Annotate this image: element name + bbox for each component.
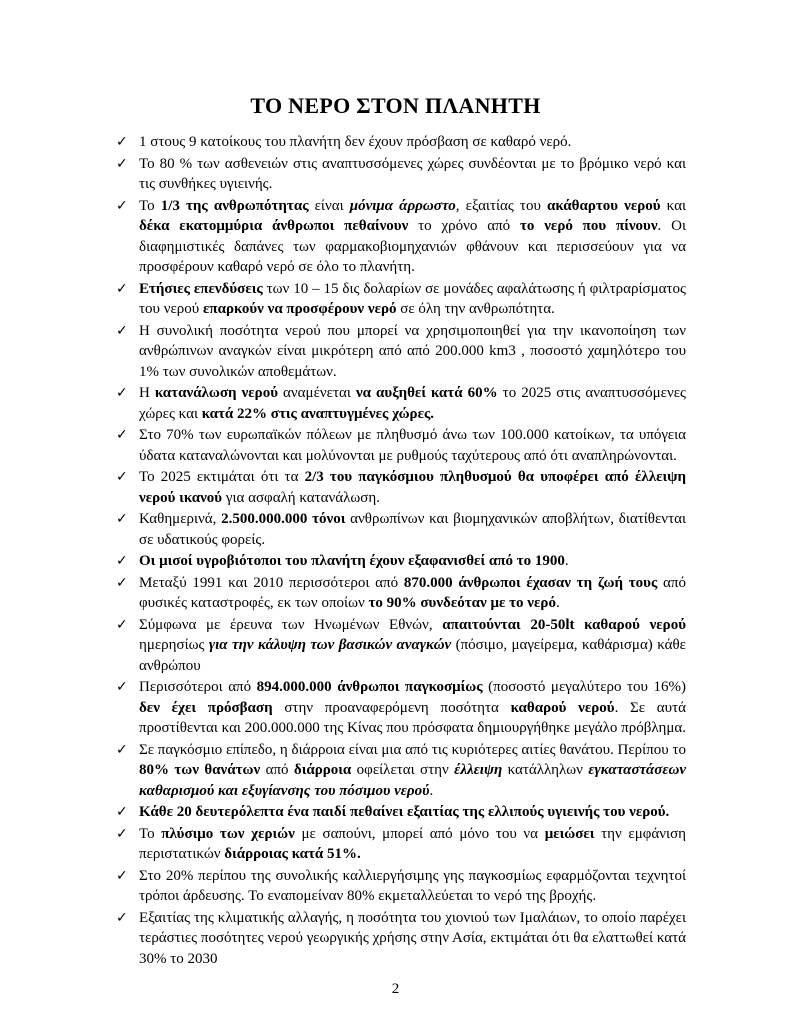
list-item-text: Το 1/3 της ανθρωπότητας είναι μόνιμα άρρωστο, εξαιτίας του ακάθαρτου νερού και δέκα εκατομμύρια άνθρωποι πεθαίνουν το χρόνο από το νερό που πίνουν. Οι διαφημιστικές δαπάνες των φαρμακοβιομηχανιών φθάνουν και περισσεύουν για να προσφέρουν καθαρό νερό σε όλο το πλανήτη.: [139, 197, 686, 275]
checkmark-icon: ✓: [116, 511, 128, 527]
list-item: [116, 154, 686, 195]
list-item-text: Περισσότεροι από 894.000.000 άνθρωποι παγκοσμίως (ποσοστό μεγαλύτερο του 16%) δεν έχει πρόσβαση στην προαναφερόμενη ποσότητα καθαρού νερού. Σε αυτά προστίθενται και 200.000.000 της Κίνας που πρόσφατα δημιουργήθηκε μεγάλο πρόβλημα.: [139, 679, 687, 736]
checkmark-icon: ✓: [116, 679, 128, 695]
checkmark-icon: ✓: [116, 322, 128, 339]
checkmark-icon: ✓: [116, 155, 128, 172]
list-item: [116, 866, 686, 907]
list-item-text: Στο 20% περίπου της συνολικής καλλιεργήσιμης γης παγκοσμίως εφαρμόζονται τεχνητοί τρόποι άρδευσης. Το εναπομείναν 80% εκμεταλλεύεται το νερό της βροχής.: [139, 867, 686, 904]
list-item: [116, 467, 686, 508]
list-item: [116, 551, 686, 572]
checkmark-icon: ✓: [116, 616, 128, 633]
list-item-text: Το 80 % των ασθενειών στις αναπτυσσόμενες χώρες συνδέονται με το βρόμικο νερό και τις συνθήκες υγιεινής.: [139, 155, 686, 192]
list-item: [116, 279, 686, 320]
list-item: [116, 908, 686, 970]
list-item: [116, 509, 686, 550]
list-item-text: 1 στους 9 κατοίκους του πλανήτη δεν έχουν πρόσβαση σε καθαρό νερό.: [139, 134, 572, 150]
list-item: [116, 802, 686, 823]
list-item-text: Οι μισοί υγροβιότοποι του πλανήτη έχουν εξαφανισθεί από το 1900.: [139, 553, 569, 569]
list-item-text: Η συνολική ποσότητα νερού που μπορεί να χρησιμοποιηθεί για την ικανοποίηση των ανθρώπινων αναγκών είναι μικρότερη από από 200.000 km3 , ποσοστό χαμηλότερο του 1% των συνολικών αποθεμάτων.: [139, 322, 686, 380]
bullet-list: [116, 132, 686, 969]
checkmark-icon: ✓: [116, 867, 128, 884]
list-item-text: Σε παγκόσμιο επίπεδο, η διάρροια είναι μια από τις κυριότερες αιτίες θανάτου. Περίπου το 80% των θανάτων από διάρροια οφείλεται στην έλλειψη κατάλληλων εγκαταστάσεων καθαρισμού και εξυγίανσης του πόσιμου νερού.: [139, 741, 687, 799]
list-item-text: Το πλύσιμο των χεριών με σαπούνι, μπορεί από μόνο του να μειώσει την εμφάνιση περιστατικών διάρροιας κατά 51%.: [139, 825, 687, 862]
list-item-text: Κάθε 20 δευτερόλεπτα ένα παιδί πεθαίνει εξαιτίας της ελλιπούς υγιεινής του νερού.: [139, 804, 670, 820]
checkmark-icon: ✓: [116, 197, 128, 214]
checkmark-icon: ✓: [116, 553, 128, 569]
checkmark-icon: ✓: [116, 469, 128, 485]
list-item-text: Σύμφωνα με έρευνα των Ηνωμένων Εθνών, απαιτούνται 20-50lt καθαρού νερού ημερησίως για την κάλυψη των βασικών αναγκών (πόσιμο, μαγείρεμα, καθάρισμα) κάθε ανθρώπου: [139, 616, 686, 674]
checkmark-icon: ✓: [116, 427, 128, 443]
checkmark-icon: ✓: [116, 134, 128, 150]
checkmark-icon: ✓: [116, 385, 128, 401]
list-item: [116, 740, 686, 802]
list-item: [116, 383, 686, 424]
list-item-text: Εξαιτίας της κλιματικής αλλαγής, η ποσότητα του χιονιού των Ιμαλάιων, το οποίο παρέχει τεράστιες ποσότητες νερού γεωργικής χρήσης στην Ασία, εκτιμάται ότι θα ελαττωθεί κατά 30% το 2030: [139, 909, 686, 967]
list-item: [116, 321, 686, 383]
list-item: [116, 677, 686, 739]
list-item-text: Η κατανάλωση νερού αναμένεται να αυξηθεί κατά 60% το 2025 στις αναπτυσσόμενες χώρες και κατά 22% στις αναπτυγμένες χώρες.: [139, 385, 686, 422]
list-item-text: Καθημερινά, 2.500.000.000 τόνοι ανθρωπίνων και βιομηχανικών αποβλήτων, διατίθενται σε υδατικούς φορείς.: [139, 511, 686, 548]
checkmark-icon: ✓: [116, 574, 128, 591]
checkmark-icon: ✓: [116, 804, 128, 820]
page-title: ΤΟ ΝΕΡΟ ΣΤΟΝ ΠΛΑΝΗΤΗ: [250, 93, 541, 118]
list-item: [116, 824, 686, 865]
checkmark-icon: ✓: [116, 909, 128, 926]
checkmark-icon: ✓: [116, 280, 128, 297]
checkmark-icon: ✓: [116, 741, 128, 758]
page-number: 2: [391, 981, 400, 997]
list-item-text: Το 2025 εκτιμάται ότι τα 2/3 του παγκόσμιου πληθυσμού θα υποφέρει από έλλειψη νερού ικανού για ασφαλή κατανάλωση.: [139, 469, 686, 506]
checkmark-icon: ✓: [116, 825, 128, 842]
list-item: [116, 196, 686, 278]
list-item-text: Στο 70% των ευρωπαϊκών πόλεων με πληθυσμό άνω των 100.000 κατοίκων, τα υπόγεια ύδατα καταναλώνονται και μολύνονται με ρυθμούς ταχύτερους από ότι αναπληρώνονται.: [139, 427, 686, 464]
list-item: [116, 425, 686, 466]
list-item-text: Ετήσιες επενδύσεις των 10 – 15 δις δολαρίων σε μονάδες αφαλάτωσης ή φιλτραρίσματος του νερού επαρκούν να προσφέρουν νερό σε όλη την ανθρωπότητα.: [139, 280, 686, 317]
list-item: [116, 615, 686, 677]
list-item-text: Μεταξύ 1991 και 2010 περισσότεροι από 870.000 άνθρωποι έχασαν τη ζωή τους από φυσικές καταστροφές, εκ των οποίων το 90% συνδεόταν με το νερό.: [139, 574, 686, 611]
list-item: [116, 573, 686, 614]
list-item: [116, 132, 686, 153]
